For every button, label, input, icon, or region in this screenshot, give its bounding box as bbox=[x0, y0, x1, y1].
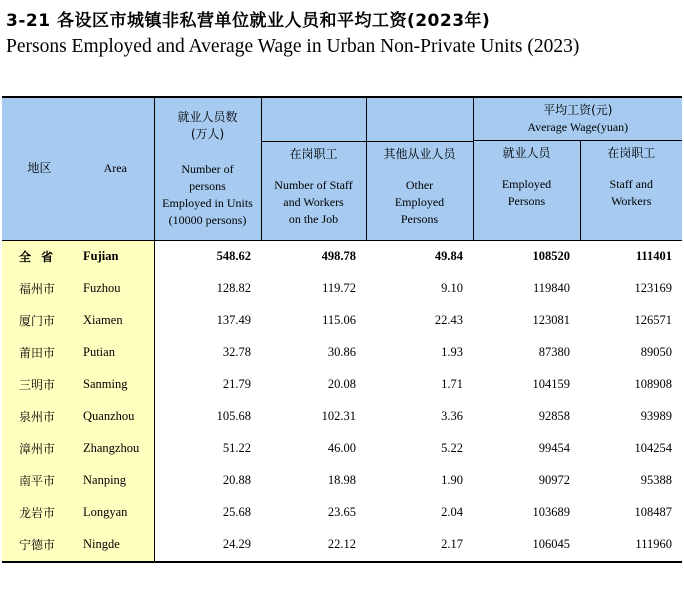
header-employed-en-3: Employed in Units bbox=[162, 195, 253, 210]
region-name-en: Fujian bbox=[77, 240, 154, 273]
cell-wage-staff: 111401 bbox=[580, 240, 682, 273]
cell-wage-employed: 104159 bbox=[532, 377, 570, 391]
header-staff-en-1: Number of Staff bbox=[274, 177, 353, 192]
table-row bbox=[2, 401, 682, 433]
header-wage-employed-en-1: Employed bbox=[501, 177, 552, 191]
region-name-cn: 莆田市 bbox=[2, 337, 77, 369]
cell-employed: 105.68 bbox=[216, 409, 251, 423]
header-wage-en: Average Wage(yuan) bbox=[527, 120, 629, 134]
header-employed-en-4: (10000 persons) bbox=[168, 212, 247, 227]
cell-staff: 115.06 bbox=[322, 313, 356, 327]
cell-wage-staff: 93989 bbox=[640, 409, 672, 423]
cell-other: 5.22 bbox=[441, 441, 463, 455]
cell-employed: 24.29 bbox=[154, 529, 261, 562]
cell-wage-employed: 108520 bbox=[473, 240, 580, 273]
cell-staff: 46.00 bbox=[327, 441, 356, 455]
cell-wage-employed: 90972 bbox=[538, 473, 570, 487]
cell-other: 1.71 bbox=[441, 377, 463, 391]
region-name-cn: 宁德市 bbox=[2, 529, 77, 562]
region-name-cn: 龙岩市 bbox=[2, 497, 77, 529]
cell-employed: 51.22 bbox=[222, 441, 251, 455]
region-name-en: Zhangzhou bbox=[77, 433, 154, 465]
table-row bbox=[2, 305, 682, 337]
cell-wage-employed: 119840 bbox=[532, 281, 570, 295]
cell-wage-staff: 104254 bbox=[634, 441, 672, 455]
table-body bbox=[2, 240, 682, 562]
header-spacer-staff bbox=[261, 97, 366, 141]
header-staff-en-2: and Workers bbox=[283, 194, 344, 209]
cell-employed: 25.68 bbox=[222, 505, 251, 519]
cell-other: 9.10 bbox=[441, 281, 463, 295]
cell-employed: 128.82 bbox=[216, 281, 251, 295]
region-name-cn: 泉州市 bbox=[2, 401, 77, 433]
cell-other: 3.36 bbox=[441, 409, 463, 423]
cell-staff: 23.65 bbox=[327, 505, 356, 519]
header-wage-employed bbox=[473, 141, 580, 240]
cell-wage-staff: 95388 bbox=[640, 473, 672, 487]
region-name-en: Putian bbox=[77, 337, 154, 369]
cell-wage-staff: 123169 bbox=[634, 281, 672, 295]
table-row bbox=[2, 497, 682, 529]
table-header bbox=[2, 97, 682, 240]
table-title-cn: 3-21 各设区市城镇非私营单位就业人员和平均工资(2023年) bbox=[6, 11, 491, 31]
cell-wage-staff: 108908 bbox=[634, 377, 672, 391]
region-name-cn: 三明市 bbox=[2, 369, 77, 401]
region-name-en: Ningde bbox=[77, 529, 154, 562]
cell-other: 1.93 bbox=[441, 345, 463, 359]
header-employed bbox=[154, 97, 261, 240]
cell-wage-staff: 108487 bbox=[634, 505, 672, 519]
header-other-cn: 其他从业人员 bbox=[383, 146, 456, 161]
cell-other: 22.43 bbox=[434, 313, 463, 327]
header-other bbox=[366, 141, 473, 240]
region-name-cn: 漳州市 bbox=[2, 433, 77, 465]
region-name-en: Nanping bbox=[77, 465, 154, 497]
header-wage-staff-cn: 在岗职工 bbox=[607, 146, 656, 160]
header-employed-cn-2: (万人) bbox=[190, 126, 225, 141]
header-area-en: Area bbox=[77, 97, 154, 240]
region-name-en: Longyan bbox=[77, 497, 154, 529]
cell-other: 2.17 bbox=[366, 529, 473, 562]
cell-wage-employed: 92858 bbox=[538, 409, 570, 423]
cell-staff: 22.12 bbox=[261, 529, 366, 562]
cell-wage-employed: 106045 bbox=[473, 529, 580, 562]
region-name-cn: 厦门市 bbox=[2, 305, 77, 337]
header-wage-staff-en-1: Staff and bbox=[609, 177, 653, 191]
header-staff bbox=[261, 141, 366, 240]
table-row bbox=[2, 529, 682, 562]
cell-employed: 548.62 bbox=[154, 240, 261, 273]
table-title-en: Persons Employed and Average Wage in Urban Non-Private Units (2023) bbox=[6, 36, 580, 57]
cell-employed: 20.88 bbox=[222, 473, 251, 487]
header-wage-staff bbox=[580, 141, 682, 240]
header-other-en-1: Other bbox=[405, 177, 434, 192]
table-row bbox=[2, 273, 682, 305]
header-wage-staff-en-2: Workers bbox=[611, 194, 652, 208]
header-staff-en-3: on the Job bbox=[288, 211, 339, 226]
header-staff-cn: 在岗职工 bbox=[289, 146, 338, 161]
cell-staff: 498.78 bbox=[261, 240, 366, 273]
cell-employed: 21.79 bbox=[222, 377, 251, 391]
header-employed-en-2: persons bbox=[189, 178, 226, 193]
region-name-cn: 南平市 bbox=[2, 465, 77, 497]
cell-wage-staff: 89050 bbox=[640, 345, 672, 359]
cell-wage-staff: 111960 bbox=[580, 529, 682, 562]
region-name-en: Fuzhou bbox=[77, 273, 154, 305]
cell-employed: 137.49 bbox=[216, 313, 251, 327]
table-row bbox=[2, 369, 682, 401]
header-wage-employed-en-2: Persons bbox=[507, 194, 546, 208]
header-employed-en-1: Number of bbox=[181, 161, 234, 176]
header-wage-cn: 平均工资(元) bbox=[543, 103, 613, 117]
cell-wage-employed: 123081 bbox=[532, 313, 570, 327]
cell-staff: 119.72 bbox=[322, 281, 356, 295]
cell-wage-employed: 99454 bbox=[538, 441, 570, 455]
header-spacer-other bbox=[366, 97, 473, 141]
region-name-cn: 全省 bbox=[2, 240, 77, 273]
cell-staff: 20.08 bbox=[327, 377, 356, 391]
cell-other: 2.04 bbox=[441, 505, 463, 519]
cell-other: 1.90 bbox=[441, 473, 463, 487]
statistics-table bbox=[2, 96, 682, 563]
table-row bbox=[2, 433, 682, 465]
region-name-en: Sanming bbox=[77, 369, 154, 401]
header-other-en-3: Persons bbox=[400, 211, 439, 226]
region-name-en: Xiamen bbox=[77, 305, 154, 337]
cell-wage-staff: 126571 bbox=[634, 313, 672, 327]
cell-employed: 32.78 bbox=[222, 345, 251, 359]
header-other-en-2: Employed bbox=[394, 194, 445, 209]
region-name-en: Quanzhou bbox=[77, 401, 154, 433]
cell-wage-employed: 103689 bbox=[532, 505, 570, 519]
cell-wage-employed: 87380 bbox=[538, 345, 570, 359]
cell-staff: 30.86 bbox=[327, 345, 356, 359]
table-row bbox=[2, 465, 682, 497]
cell-staff: 18.98 bbox=[327, 473, 356, 487]
cell-other: 49.84 bbox=[366, 240, 473, 273]
header-wage-employed-cn: 就业人员 bbox=[502, 146, 551, 160]
cell-staff: 102.31 bbox=[321, 409, 356, 423]
table-row bbox=[2, 337, 682, 369]
header-employed-cn-1: 就业人员数 bbox=[177, 109, 238, 124]
header-area-cn: 地区 bbox=[2, 97, 77, 240]
table-row-total bbox=[2, 240, 682, 273]
header-wage bbox=[473, 97, 682, 141]
region-name-cn: 福州市 bbox=[2, 273, 77, 305]
